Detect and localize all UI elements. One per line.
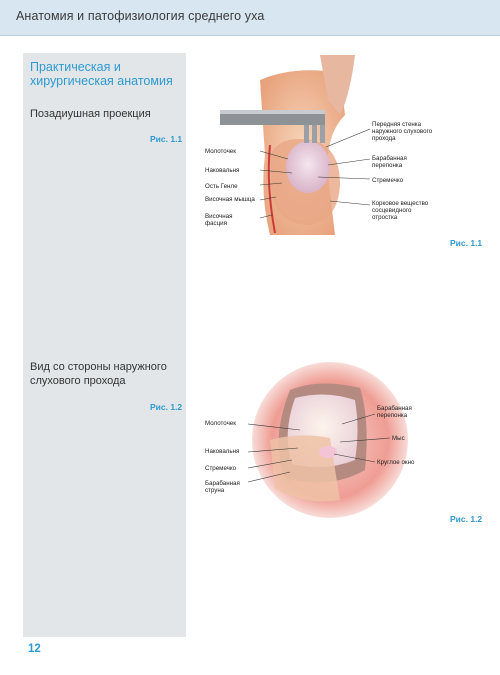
fig2-label-chorda-tympani: Барабанная струна <box>205 480 240 494</box>
figure-1-2-caption: Рис. 1.2 <box>450 514 483 524</box>
fig2-label-stapes: Стремечко <box>205 465 237 472</box>
page-number: 12 <box>28 643 41 655</box>
fig1-label-tympanic-membrane: Барабанная перепонка <box>372 155 407 169</box>
sidebar-figref-1: Рис. 1.1 <box>150 134 183 144</box>
fig1-label-temporal-fascia: Височная фасция <box>205 213 233 227</box>
fig2-label-tympanic-membrane: Барабанная перепонка <box>377 405 412 419</box>
section-title: Практическая и хирургическая анатомия <box>30 60 173 88</box>
subhead-canal-view: Вид со стороны наружного слухового прохода <box>30 361 167 387</box>
figure-1-1-caption: Рис. 1.1 <box>450 238 483 248</box>
fig2-label-malleus: Молоточек <box>205 420 236 427</box>
fig2-label-promontory: Мыс <box>392 435 405 442</box>
fig1-label-henle-spine: Ость Генле <box>205 183 238 190</box>
page-header <box>0 0 500 36</box>
fig1-label-mastoid-cortex: Корковое вещество сосцевидного отростка <box>372 200 429 221</box>
fig1-label-stapes: Стремечко <box>372 177 404 184</box>
fig2-label-incus: Наковальня <box>205 448 240 455</box>
sidebar-figref-2: Рис. 1.2 <box>150 402 183 412</box>
subhead-posterior-view: Позадиушная проекция <box>30 108 151 120</box>
fig1-label-incus: Наковальня <box>205 167 240 174</box>
fig1-label-anterior-canal-wall: Передняя стенка наружного слухового прохода <box>372 121 433 142</box>
fig2-label-round-window: Круглое окно <box>377 459 415 466</box>
fig1-label-malleus: Молоточек <box>205 148 236 155</box>
fig1-label-temporal-muscle: Височная мышца <box>205 196 255 203</box>
header-title: Анатомия и патофизиология среднего уха <box>16 9 265 23</box>
